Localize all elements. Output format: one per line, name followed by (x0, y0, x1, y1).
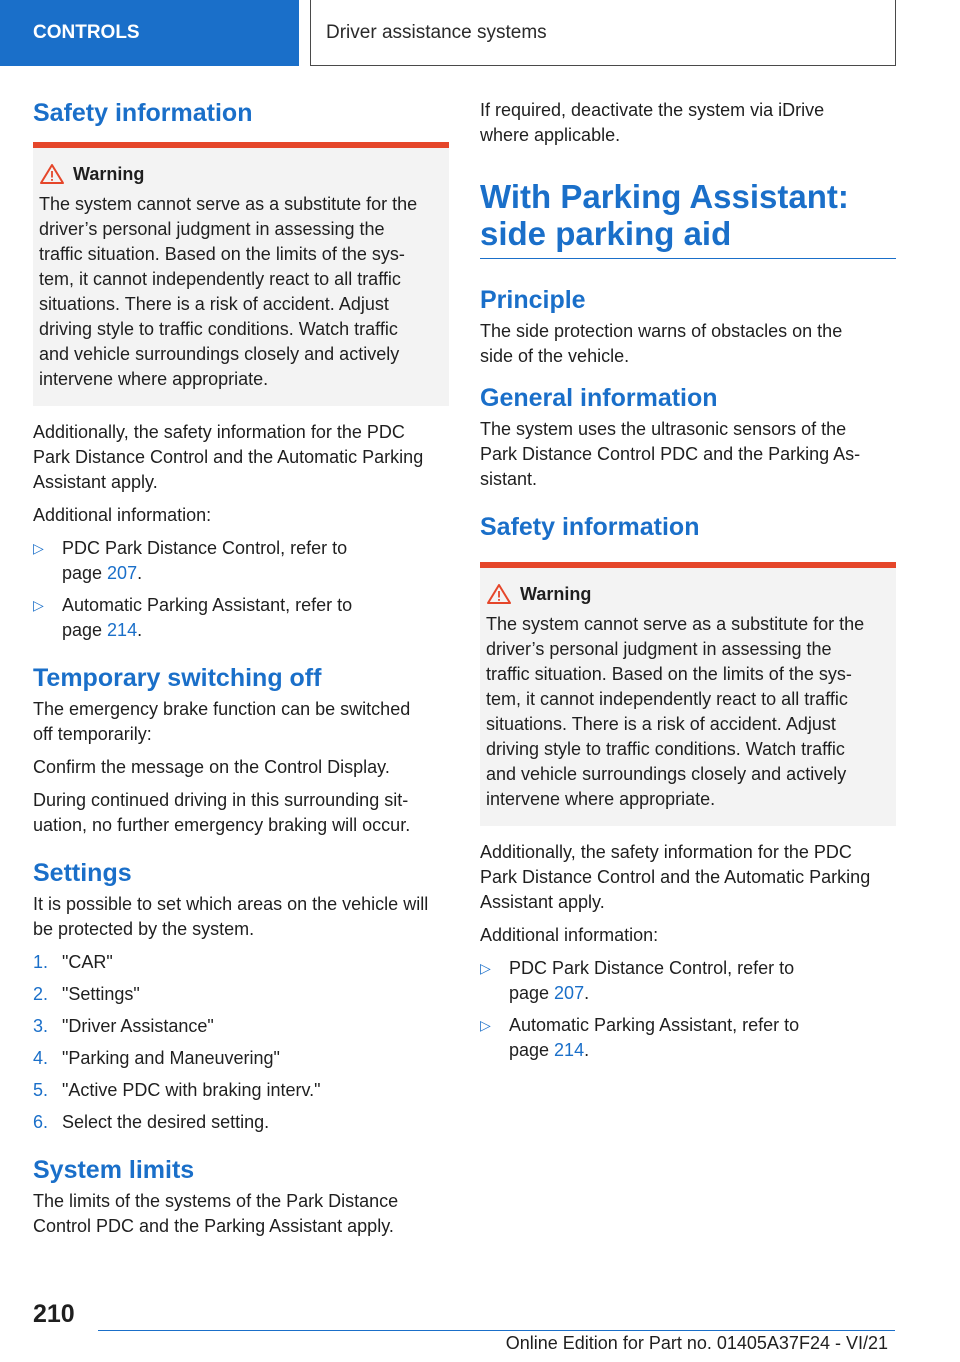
additional-info-label: Additional information: (480, 925, 659, 945)
reference-list (33, 536, 449, 643)
deactivate-text: If required, deactivate the system via iDrive where applicable. (480, 100, 825, 145)
right-safety-section (480, 512, 896, 1063)
during-text: During continued driving in this surrounding sit- uation, no further emergency braking will occur. (33, 790, 411, 835)
settings-steps (33, 950, 449, 1135)
list-item: ▷ PDC Park Distance Control, refer to page 207. (480, 958, 795, 1003)
settings-text: It is possible to set which areas on the vehicle will be protected by the system. (33, 894, 429, 939)
temp-section (33, 663, 449, 838)
settings-heading: Settings (33, 859, 132, 887)
principle-section (480, 285, 896, 369)
warning-triangle-icon (486, 583, 520, 605)
list-item: 5. "Active PDC with braking interv." (33, 1080, 321, 1100)
triangle-right-icon: ▷ (33, 597, 44, 613)
list-item: ▷ Automatic Parking Assistant, refer to page 214. (33, 595, 353, 640)
temp-heading: Temporary switching off (33, 664, 322, 692)
limits-heading: System limits (33, 1156, 195, 1184)
principle-heading: Principle (480, 286, 586, 314)
warning-box (480, 568, 896, 826)
principle-text: The side protection warns of obstacles on the side of the vehicle. (480, 321, 843, 366)
warning-box (33, 148, 449, 406)
list-item: ▷ Automatic Parking Assistant, refer to page 214. (480, 1015, 800, 1060)
settings-section (33, 858, 449, 1135)
left-column (33, 98, 449, 1247)
warning-title-row (39, 162, 443, 186)
heading-rule (480, 258, 896, 259)
warning-text: The system cannot serve as a substitute for the driver’s personal judgment in assessing the traffic situation. Based on the limits of the sys- tem, it cannot independently react to all traffic situations. There is a risk of accident. Adjust driving style to traffic conditions. Watch traffic and vehicle surroundings closely and actively intervene where appropriate. (486, 614, 865, 809)
additionally-text: Additionally, the safety information for the PDC Park Distance Control and the Automatic Parking Assistant apply. (480, 842, 871, 912)
main-heading-block (480, 178, 896, 259)
reference-list (480, 956, 896, 1063)
main-heading: With Parking Assistant: side parking aid (480, 178, 849, 252)
right-column (480, 98, 896, 1071)
warning-triangle-icon (39, 163, 73, 185)
list-item: ▷ PDC Park Distance Control, refer to page 207. (33, 538, 348, 583)
triangle-right-icon: ▷ (480, 1017, 491, 1033)
list-item: 4. "Parking and Maneuvering" (33, 1048, 280, 1068)
triangle-right-icon: ▷ (33, 540, 44, 556)
limits-text: The limits of the systems of the Park Distance Control PDC and the Parking Assistant apply. (33, 1191, 399, 1236)
confirm-text: Confirm the message on the Control Display. (33, 757, 390, 777)
temp-text: The emergency brake function can be switched off temporarily: (33, 699, 411, 744)
section-tab (0, 0, 299, 66)
additional-info-label: Additional information: (33, 505, 212, 525)
list-item: 3. "Driver Assistance" (33, 1016, 214, 1036)
list-item: 2. "Settings" (33, 984, 140, 1004)
page-link[interactable]: 214 (554, 1040, 585, 1060)
chapter-header (310, 0, 896, 66)
page-number: 210 (33, 1300, 75, 1328)
list-item: 1. "CAR" (33, 952, 113, 972)
page-link[interactable]: 207 (107, 563, 138, 583)
warning-text: The system cannot serve as a substitute for the driver’s personal judgment in assessing the traffic situation. Based on the limits of the sys- tem, it cannot independently react to all traffic situations. There is a risk of accident. Adjust driving style to traffic conditions. Watch traffic and vehicle surroundings closely and actively intervene where appropriate. (39, 194, 418, 389)
section-title: CONTROLS (33, 22, 140, 43)
chapter-title: Driver assistance systems (326, 21, 547, 43)
general-text: The system uses the ultrasonic sensors of the Park Distance Control PDC and the Parking As- sistant. (480, 419, 861, 489)
general-section (480, 383, 896, 492)
list-item: 6. Select the desired setting. (33, 1112, 270, 1132)
triangle-right-icon: ▷ (480, 960, 491, 976)
safety-heading: Safety information (480, 513, 700, 541)
warning-title-row (486, 582, 890, 606)
additionally-text: Additionally, the safety information for the PDC Park Distance Control and the Automatic Parking Assistant apply. (33, 422, 424, 492)
page-link[interactable]: 214 (107, 620, 138, 640)
general-heading: General information (480, 384, 718, 412)
limits-section (33, 1155, 449, 1239)
footer-rule (98, 1330, 895, 1331)
edition-text: Online Edition for Part no. 01405A37F24 - VI/21 (505, 1333, 888, 1353)
page-link[interactable]: 207 (554, 983, 585, 1003)
warning-title: Warning (520, 584, 592, 604)
safety-heading: Safety information (33, 99, 253, 127)
warning-title: Warning (73, 164, 145, 184)
